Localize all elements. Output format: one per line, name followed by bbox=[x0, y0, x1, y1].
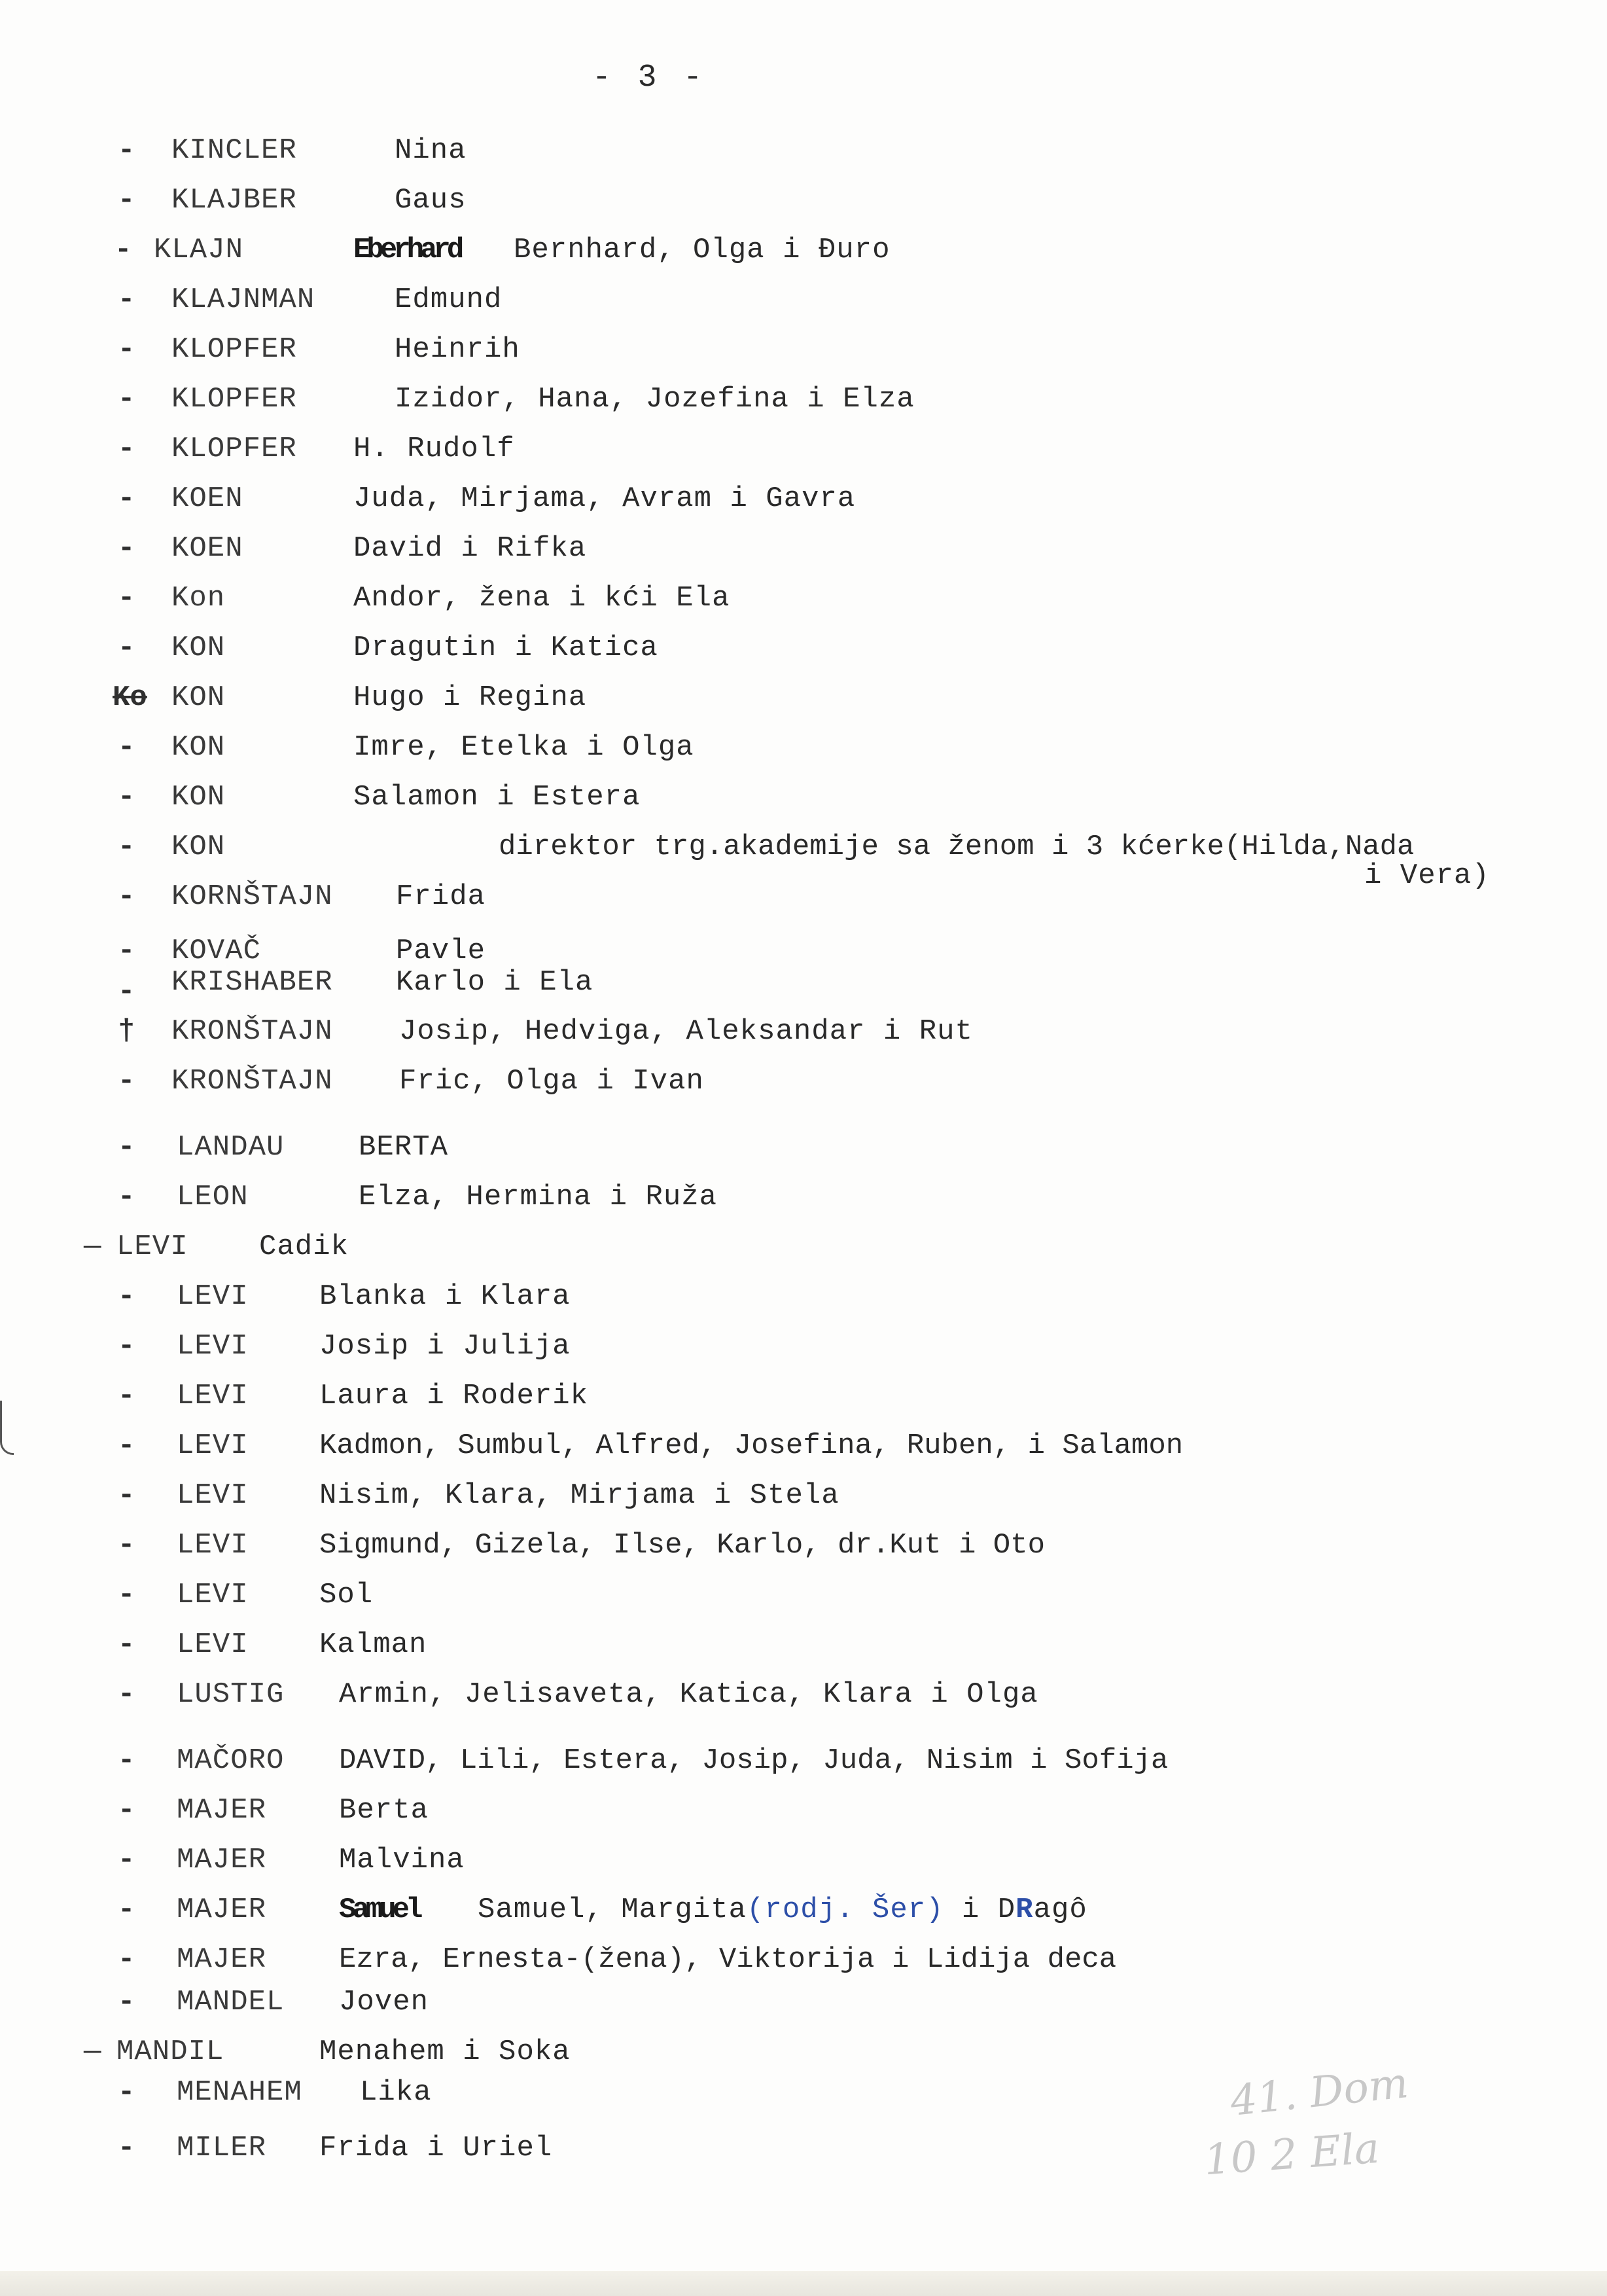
surname: KRONŠTAJN bbox=[171, 1015, 333, 1048]
given-names: Izidor, Hana, Jozefina i Elza bbox=[395, 383, 915, 416]
surname: LANDAU bbox=[177, 1131, 285, 1164]
dash-marker: - bbox=[118, 1065, 135, 1098]
given-names: Andor, žena i kći Ela bbox=[353, 582, 730, 615]
surname: LEVI bbox=[116, 1230, 188, 1263]
dash-marker: - bbox=[118, 1529, 135, 1562]
surname: MANDIL bbox=[116, 2036, 224, 2068]
dash-marker: - bbox=[118, 781, 135, 814]
dash-marker: - bbox=[118, 1893, 135, 1926]
dash-marker: - bbox=[118, 532, 135, 565]
given-names: Karlo i Ela bbox=[396, 966, 593, 999]
dash-marker: - bbox=[118, 1986, 135, 2018]
dash-marker: - bbox=[118, 433, 135, 465]
surname: LEVI bbox=[177, 1628, 249, 1661]
dash-marker: - bbox=[118, 632, 135, 664]
given-names: DAVID, Lili, Estera, Josip, Juda, Nisim i Sofija bbox=[339, 1744, 1169, 1777]
surname: LEVI bbox=[177, 1529, 249, 1562]
surname: KRISHABER bbox=[171, 966, 333, 999]
dash-marker: - bbox=[118, 1579, 135, 1611]
dash-marker: - bbox=[118, 383, 135, 416]
surname: MILER bbox=[177, 2132, 267, 2164]
margin-mark bbox=[0, 1401, 14, 1455]
dash-marker: - bbox=[118, 1181, 135, 1213]
dash-marker: - bbox=[118, 1628, 135, 1661]
given-names: Ezra, Ernesta-(žena), Viktorija i Lidija deca bbox=[339, 1943, 1117, 1976]
surname: KLOPFER bbox=[171, 433, 297, 465]
surname: MAJER bbox=[177, 1794, 267, 1827]
given-names: Frida bbox=[396, 880, 486, 913]
surname: Kon bbox=[171, 582, 226, 615]
given-names: Josip, Hedviga, Aleksandar i Rut bbox=[399, 1015, 973, 1048]
surname: KINCLER bbox=[171, 134, 297, 167]
dash-marker: - bbox=[118, 1131, 135, 1164]
surname: LEVI bbox=[177, 1579, 249, 1611]
dash-marker: - bbox=[118, 2076, 135, 2109]
given-names: BERTA bbox=[359, 1131, 449, 1164]
surname: KLOPFER bbox=[171, 333, 297, 366]
given-names: Fric, Olga i Ivan bbox=[399, 1065, 704, 1098]
given-names: Salamon i Estera bbox=[353, 781, 641, 814]
given-names bbox=[478, 1893, 1087, 1926]
dash-marker: - bbox=[118, 1678, 135, 1711]
surname: LEON bbox=[177, 1181, 249, 1213]
surname: KON bbox=[171, 681, 226, 714]
dash-marker: - bbox=[118, 1479, 135, 1512]
paper-edge bbox=[0, 2271, 1607, 2296]
surname: LEVI bbox=[177, 1280, 249, 1313]
long-dash-marker: — bbox=[84, 1230, 101, 1263]
surname: LUSTIG bbox=[177, 1678, 285, 1711]
given-names: Kadmon, Sumbul, Alfred, Josefina, Ruben, i Salamon bbox=[319, 1429, 1184, 1462]
surname: KLAJNMAN bbox=[171, 283, 315, 316]
dash-marker: - bbox=[118, 1280, 135, 1313]
page-number: - 3 - bbox=[592, 60, 707, 96]
given-names: Edmund bbox=[395, 283, 503, 316]
surname: KON bbox=[171, 831, 226, 863]
given-names-tail: i D bbox=[944, 1893, 1016, 1926]
given-names: Imre, Etelka i Olga bbox=[353, 731, 694, 764]
surname: MAJER bbox=[177, 1943, 267, 1976]
dash-marker: - bbox=[118, 1330, 135, 1363]
given-names: Hugo i Regina bbox=[353, 681, 587, 714]
surname: LEVI bbox=[177, 1330, 249, 1363]
surname: KLAJN bbox=[154, 234, 244, 266]
surname: LEVI bbox=[177, 1380, 249, 1412]
surname: MAČORO bbox=[177, 1744, 285, 1777]
given-names: Sol bbox=[319, 1579, 374, 1611]
surname: KLOPFER bbox=[171, 383, 297, 416]
given-names: Josip i Julija bbox=[319, 1330, 571, 1363]
given-names: Juda, Mirjama, Avram i Gavra bbox=[353, 482, 856, 515]
given-names: Laura i Roderik bbox=[319, 1380, 589, 1412]
surname: KOEN bbox=[171, 532, 243, 565]
struck-out-text: Samuel bbox=[339, 1893, 419, 1926]
dash-marker: - bbox=[118, 582, 135, 615]
given-names: Kalman bbox=[319, 1628, 427, 1661]
dash-marker: - bbox=[118, 184, 135, 217]
given-names: H. Rudolf bbox=[353, 433, 515, 465]
given-names: Blanka i Klara bbox=[319, 1280, 571, 1313]
continuation-line: i Vera) bbox=[1364, 859, 1490, 892]
dash-marker: - bbox=[118, 880, 135, 913]
given-names-text: Samuel, Margita bbox=[478, 1893, 747, 1926]
dash-marker: - bbox=[118, 1943, 135, 1976]
surname: KORNŠTAJN bbox=[171, 880, 333, 913]
given-names: Frida i Uriel bbox=[319, 2132, 553, 2164]
dash-marker: - bbox=[118, 1794, 135, 1827]
dash-marker: - bbox=[118, 935, 135, 967]
dash-marker: - bbox=[118, 975, 135, 1008]
surname: KRONŠTAJN bbox=[171, 1065, 333, 1098]
dash-marker: - bbox=[118, 731, 135, 764]
given-names: Lika bbox=[360, 2076, 432, 2109]
handwritten-correction: R bbox=[1015, 1893, 1034, 1926]
dash-marker: - bbox=[118, 2132, 135, 2164]
dash-marker: - bbox=[115, 234, 132, 266]
given-names: Nisim, Klara, Mirjama i Stela bbox=[319, 1479, 839, 1512]
surname: KOEN bbox=[171, 482, 243, 515]
given-names: Berta bbox=[339, 1794, 429, 1827]
dash-marker: - bbox=[118, 1744, 135, 1777]
dash-marker: - bbox=[118, 134, 135, 167]
surname: KON bbox=[171, 731, 226, 764]
given-names: Elza, Hermina i Ruža bbox=[359, 1181, 718, 1213]
struck-out-text: Eberhard bbox=[353, 234, 461, 266]
dash-marker: - bbox=[118, 831, 135, 863]
given-names: Cadik bbox=[259, 1230, 349, 1263]
surname: MAJER bbox=[177, 1844, 267, 1876]
given-names: Dragutin i Katica bbox=[353, 632, 658, 664]
surname: KLAJBER bbox=[171, 184, 297, 217]
given-names: direktor trg.akademije sa ženom i 3 kćerke(Hilda,Nada bbox=[499, 831, 1415, 863]
handwritten-note: 41. Dom bbox=[1227, 2058, 1411, 2126]
given-names: Heinrih bbox=[395, 333, 520, 366]
struck-marker: Ko bbox=[113, 681, 147, 714]
dash-marker: - bbox=[118, 333, 135, 366]
dash-marker: - bbox=[118, 1844, 135, 1876]
dash-marker: - bbox=[118, 482, 135, 515]
cross-marker: † bbox=[118, 1015, 135, 1048]
long-dash-marker: — bbox=[84, 2036, 101, 2068]
surname: MENAHEM bbox=[177, 2076, 302, 2109]
surname: LEVI bbox=[177, 1429, 249, 1462]
surname: KOVAČ bbox=[171, 935, 262, 967]
given-names: Nina bbox=[395, 134, 467, 167]
surname: KON bbox=[171, 781, 226, 814]
handwritten-parenthetical: (rodj. Šer) bbox=[747, 1893, 944, 1926]
given-names: Gaus bbox=[395, 184, 467, 217]
handwritten-note: 10 2 Ela bbox=[1202, 2124, 1381, 2185]
surname: LEVI bbox=[177, 1479, 249, 1512]
surname: KON bbox=[171, 632, 226, 664]
given-names: Bernhard, Olga i Đuro bbox=[514, 234, 891, 266]
surname: MANDEL bbox=[177, 1986, 285, 2018]
given-names: Pavle bbox=[396, 935, 486, 967]
dash-marker: - bbox=[118, 1380, 135, 1412]
given-names: Sigmund, Gizela, Ilse, Karlo, dr.Kut i Oto bbox=[319, 1529, 1045, 1562]
given-names: Menahem i Soka bbox=[319, 2036, 571, 2068]
dash-marker: - bbox=[118, 283, 135, 316]
dash-marker: - bbox=[118, 1429, 135, 1462]
given-names-end: agô bbox=[1033, 1893, 1087, 1926]
given-names: Malvina bbox=[339, 1844, 465, 1876]
given-names: Armin, Jelisaveta, Katica, Klara i Olga bbox=[339, 1678, 1038, 1711]
given-names: David i Rifka bbox=[353, 532, 587, 565]
surname: MAJER bbox=[177, 1893, 267, 1926]
given-names: Joven bbox=[339, 1986, 429, 2018]
